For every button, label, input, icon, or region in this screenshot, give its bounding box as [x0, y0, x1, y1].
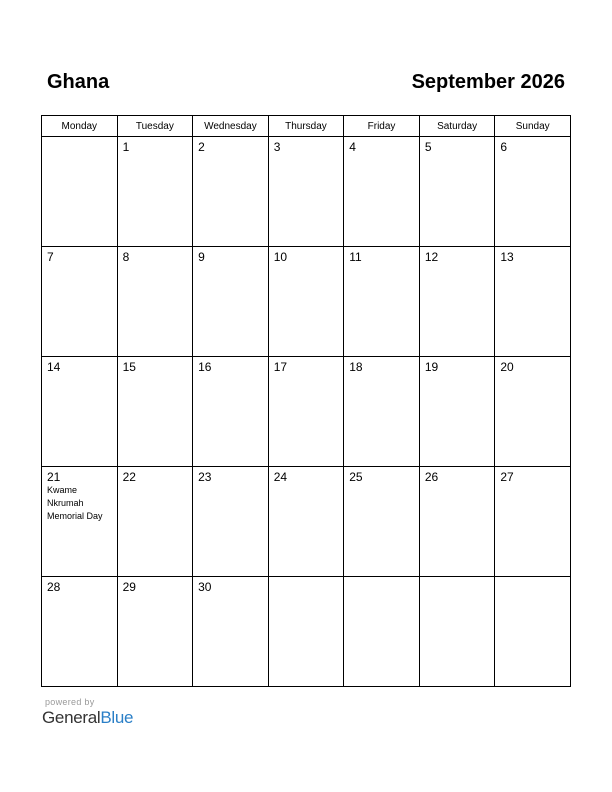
- weekday-header: Tuesday: [117, 116, 193, 137]
- holiday-label: Memorial Day: [47, 511, 103, 521]
- day-number: [42, 137, 117, 140]
- day-cell: [193, 357, 269, 467]
- day-number: 24: [273, 470, 288, 484]
- day-cell: [495, 357, 571, 467]
- month-year-title: September 2026: [411, 71, 565, 93]
- day-number: 7: [47, 250, 54, 264]
- day-number: 30: [198, 580, 212, 594]
- day-cell: [344, 247, 420, 357]
- day-cell: [495, 137, 571, 247]
- day-cell: [419, 577, 495, 687]
- day-number: 12: [424, 250, 439, 264]
- day-cell: [268, 247, 344, 357]
- day-cell: [42, 357, 118, 467]
- day-number: 8: [122, 250, 130, 264]
- day-cell: [268, 467, 344, 577]
- day-cell: [344, 467, 420, 577]
- day-cell: [117, 247, 193, 357]
- day-number: 14: [47, 360, 61, 374]
- weekday-header-row: [42, 116, 571, 137]
- day-cell: [42, 467, 118, 577]
- day-cell: [419, 467, 495, 577]
- day-cell: [117, 467, 193, 577]
- holiday-label: Kwame: [47, 485, 78, 495]
- day-cell: [42, 137, 118, 247]
- day-number: 13: [500, 250, 514, 264]
- generalblue-logo[interactable]: [42, 708, 133, 728]
- day-number: [495, 577, 570, 580]
- week-row: [42, 137, 571, 247]
- day-cell: [495, 577, 571, 687]
- day-cell: [495, 247, 571, 357]
- day-cell: [117, 357, 193, 467]
- day-number: 22: [122, 470, 136, 484]
- day-cell: [268, 137, 344, 247]
- day-number: 27: [500, 470, 514, 484]
- day-number: 1: [122, 140, 130, 154]
- day-number: 17: [273, 360, 288, 374]
- day-number: 26: [424, 470, 439, 484]
- day-cell: [117, 577, 193, 687]
- day-number: 10: [273, 250, 288, 264]
- day-number: [344, 577, 419, 580]
- calendar-grid: [41, 115, 571, 687]
- day-number: 2: [198, 140, 205, 154]
- week-row: [42, 357, 571, 467]
- day-cell: [117, 137, 193, 247]
- day-cell: [344, 577, 420, 687]
- day-number: 19: [424, 360, 439, 374]
- day-number: 29: [122, 580, 136, 594]
- day-cell: [268, 577, 344, 687]
- day-cell: [419, 357, 495, 467]
- day-cell: [42, 247, 118, 357]
- day-cell: [193, 137, 269, 247]
- country-title: Ghana: [47, 71, 110, 93]
- day-number: 6: [500, 140, 508, 154]
- day-cell: [495, 467, 571, 577]
- week-row: [42, 247, 571, 357]
- weekday-header: Wednesday: [193, 116, 269, 137]
- weekday-header: Thursday: [268, 116, 344, 137]
- day-number: 11: [349, 250, 362, 264]
- day-number: [420, 577, 495, 580]
- day-cell: [193, 467, 269, 577]
- day-cell: [419, 137, 495, 247]
- day-number: 16: [198, 360, 212, 374]
- brand-general-text: General: [42, 708, 101, 727]
- day-number: 20: [500, 360, 514, 374]
- day-number: 3: [273, 140, 281, 154]
- day-number: 9: [198, 250, 205, 264]
- day-number: 5: [424, 140, 432, 154]
- day-number: 28: [47, 580, 61, 594]
- day-number: 23: [198, 470, 212, 484]
- weekday-header: Sunday: [495, 116, 571, 137]
- day-cell: [193, 577, 269, 687]
- day-cell: [419, 247, 495, 357]
- week-row: [42, 467, 571, 577]
- weekday-header: Saturday: [419, 116, 495, 137]
- powered-by-text: powered by: [45, 697, 95, 707]
- day-number: 15: [122, 360, 136, 374]
- day-number: 21: [47, 470, 61, 484]
- day-number: [269, 577, 344, 580]
- day-number: 18: [349, 360, 363, 374]
- day-number: 4: [349, 140, 356, 154]
- brand-blue-text: Blue: [100, 708, 134, 727]
- day-cell: [344, 137, 420, 247]
- week-row: [42, 577, 571, 687]
- day-number: 25: [349, 470, 363, 484]
- day-cell: [42, 577, 118, 687]
- day-cell: [193, 247, 269, 357]
- weekday-header: Friday: [344, 116, 420, 137]
- weekday-header: Monday: [42, 116, 118, 137]
- day-cell: [344, 357, 420, 467]
- holiday-label: Nkrumah: [47, 498, 84, 508]
- day-cell: [268, 357, 344, 467]
